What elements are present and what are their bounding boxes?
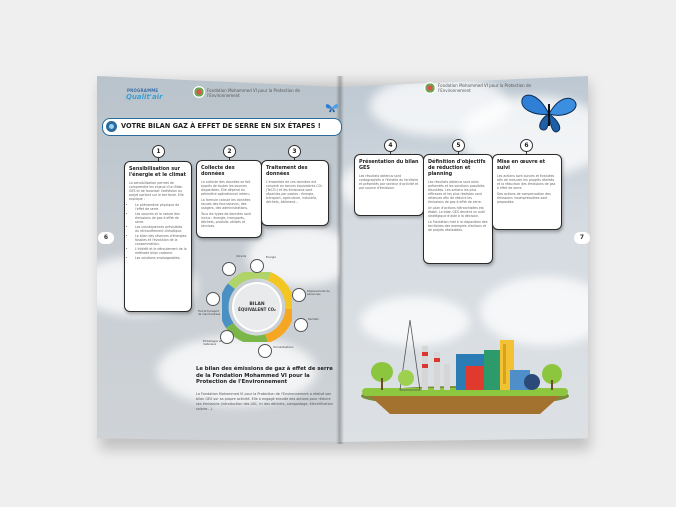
step-paragraph: Les résultats obtenus sont alors présentés et les solutions possibles discutées. Les actions les plus efficaces et les plus réalistes sont retenues afin de réduire les émissions de gaz à effet de serre. xyxy=(428,180,485,204)
footer-body: La Fondation Mohammed VI pour la Protection de l'Environnement a réalisé son bilan GES sur sa propre activité. Elle a engagé ensuite des actions pour réduire ses émissions (introduction des LBC, tri des déchets, compostage, électrification solaire...). xyxy=(196,392,333,411)
energy-icon xyxy=(250,259,264,273)
step-number: 4 xyxy=(384,139,397,152)
list-item: • Les sources et la nature des émissions de gaz à effet de serre. xyxy=(135,212,187,224)
step-paragraph: Tous les types de données sont inclus : énergie, transports, déchets, produits utilisés et services. xyxy=(201,212,251,228)
foundation-logo-icon xyxy=(424,82,436,94)
chimney-stripe xyxy=(434,358,440,362)
foundation-name: Fondation Mohammed VI pour la Protection de l'Environnement xyxy=(438,83,531,93)
title-banner xyxy=(102,118,342,136)
tree-trunk xyxy=(381,378,383,390)
step-title: Sensibilisation sur l'énergie et le climat xyxy=(129,166,186,178)
step-number: 6 xyxy=(520,139,533,152)
step-paragraph: Des actions de compensation des émissions incompressibles sont proposées. xyxy=(497,192,551,204)
step-bullets xyxy=(129,203,187,260)
step-title: Définition d'objectifs de réduction et planning xyxy=(428,159,486,177)
transport-icon xyxy=(292,288,306,302)
step-paragraph: La formule calcule les données reçues des fournisseurs, des usagers, des administrations. xyxy=(201,198,251,210)
small-butterfly-icon xyxy=(325,102,339,114)
step-number: 1 xyxy=(152,145,165,158)
soil xyxy=(370,396,560,414)
building-icon xyxy=(258,344,272,358)
page-title: VOTRE BILAN GAZ À EFFET DE SERRE EN SIX ÉTAPES ! xyxy=(121,122,321,130)
waste-icon xyxy=(294,318,308,332)
step-paragraph: La Fondation met à la disposition des territoires des exemples d'actions et de projets réalisables. xyxy=(428,220,488,232)
step-card-2 xyxy=(196,160,262,238)
list-item: • Les solutions envisageables. xyxy=(135,256,187,260)
program-label: PROGRAMME xyxy=(127,88,159,93)
wheel-label: Déchets xyxy=(308,318,319,321)
wheel-label: Fret et transport de marchandises xyxy=(198,310,221,316)
butterfly-icon xyxy=(520,90,578,136)
title-bullet-icon xyxy=(106,121,117,132)
factory-illustration xyxy=(360,318,570,418)
step-number: 3 xyxy=(288,145,301,158)
freight-icon xyxy=(206,292,220,306)
step-paragraph: La collecte des données se fait auprès de toutes les sources disponibles. Elle dépend du périmètre opérationnel retenu. xyxy=(201,180,251,196)
chimney-stripe xyxy=(422,364,428,368)
inputs-icon xyxy=(222,262,236,276)
factory-building xyxy=(484,350,500,390)
chimney-stripe xyxy=(422,352,428,356)
step-number: 5 xyxy=(452,139,465,152)
step-paragraph: Les résultats obtenus sont cartographiés à l'échelle du territoire et présentés par secteur d'activité et par source d'émission. xyxy=(359,174,419,190)
co2-wheel-diagram xyxy=(222,272,292,342)
wheel-label: Immobilisations xyxy=(273,346,294,349)
tower-stripe xyxy=(503,344,506,384)
wheel-center-line2: ÉQUIVALENT CO₂ xyxy=(238,307,276,312)
wheel-label: Intrants xyxy=(236,255,247,258)
step-title: Traitement des données xyxy=(266,165,308,177)
list-item: • Le phénomène physique de l'effet de serre. xyxy=(135,203,187,211)
step-paragraph: L'ensemble de ces données est converti en tonnes équivalents CO₂ (TeCO₂) et les émissions sont réparties par postes : énergie, transport, agriculture, industrie, déchets, bâtiment... xyxy=(266,180,323,204)
wheel-center-line1: BILAN xyxy=(249,302,265,307)
foundation-logo-icon xyxy=(193,86,205,98)
page-number-left: 6 xyxy=(98,232,114,244)
list-item: • Le bilan des réserves d'énergies fossiles et l'évolution de la consommation. xyxy=(135,234,187,246)
footer-heading: Le bilan des émissions de gaz à effet de serre de la Fondation Mohammed VI pour la Protection de l'Environnement xyxy=(196,366,333,385)
step-title: Mise en œuvre et suivi xyxy=(497,159,546,171)
tree xyxy=(398,370,414,386)
step-card-3 xyxy=(261,160,329,226)
step-card-5 xyxy=(423,154,493,264)
list-item: • Les conséquences prévisibles du réchauffement climatique. xyxy=(135,225,187,233)
list-item: • L'intérêt et le déroulement de la méthode bilan carbone. xyxy=(135,247,187,255)
chimney xyxy=(444,364,450,390)
step-card-1 xyxy=(124,161,192,312)
step-number: 2 xyxy=(223,145,236,158)
step-card-6 xyxy=(492,154,562,230)
step-card-4 xyxy=(354,154,424,216)
step-paragraph: Les actions sont suivies et évaluées afin de mesurer les progrès réalisés et la réduction des émissions de gaz à effet de serre. xyxy=(497,174,556,190)
tree-trunk xyxy=(551,380,553,390)
step-paragraph: Un plan d'actions hiérarchisées est établi. Le bilan GES devient un outil stratégique d'aide à la décision. xyxy=(428,206,486,218)
wheel-label: Déplacements de personnes xyxy=(307,290,330,296)
step-title: Collecte des données xyxy=(201,165,235,177)
dome xyxy=(524,374,540,390)
wheel-label: Énergie xyxy=(266,256,276,259)
chimney xyxy=(434,352,440,390)
step-intro: La sensibilisation permet de comprendre les enjeux d'un Bilan GES et de favoriser l'adhésion au projet portant sur le territoire. Elle explique : xyxy=(129,181,184,201)
page-number-right: 7 xyxy=(574,232,590,244)
wheel-label: Emballages et matériaux xyxy=(203,340,222,346)
step-title: Présentation du bilan GES xyxy=(359,159,419,171)
program-name: Qualit'air xyxy=(126,93,163,101)
foundation-name: Fondation Mohammed VI pour la Protection de l'Environnement xyxy=(207,88,300,98)
